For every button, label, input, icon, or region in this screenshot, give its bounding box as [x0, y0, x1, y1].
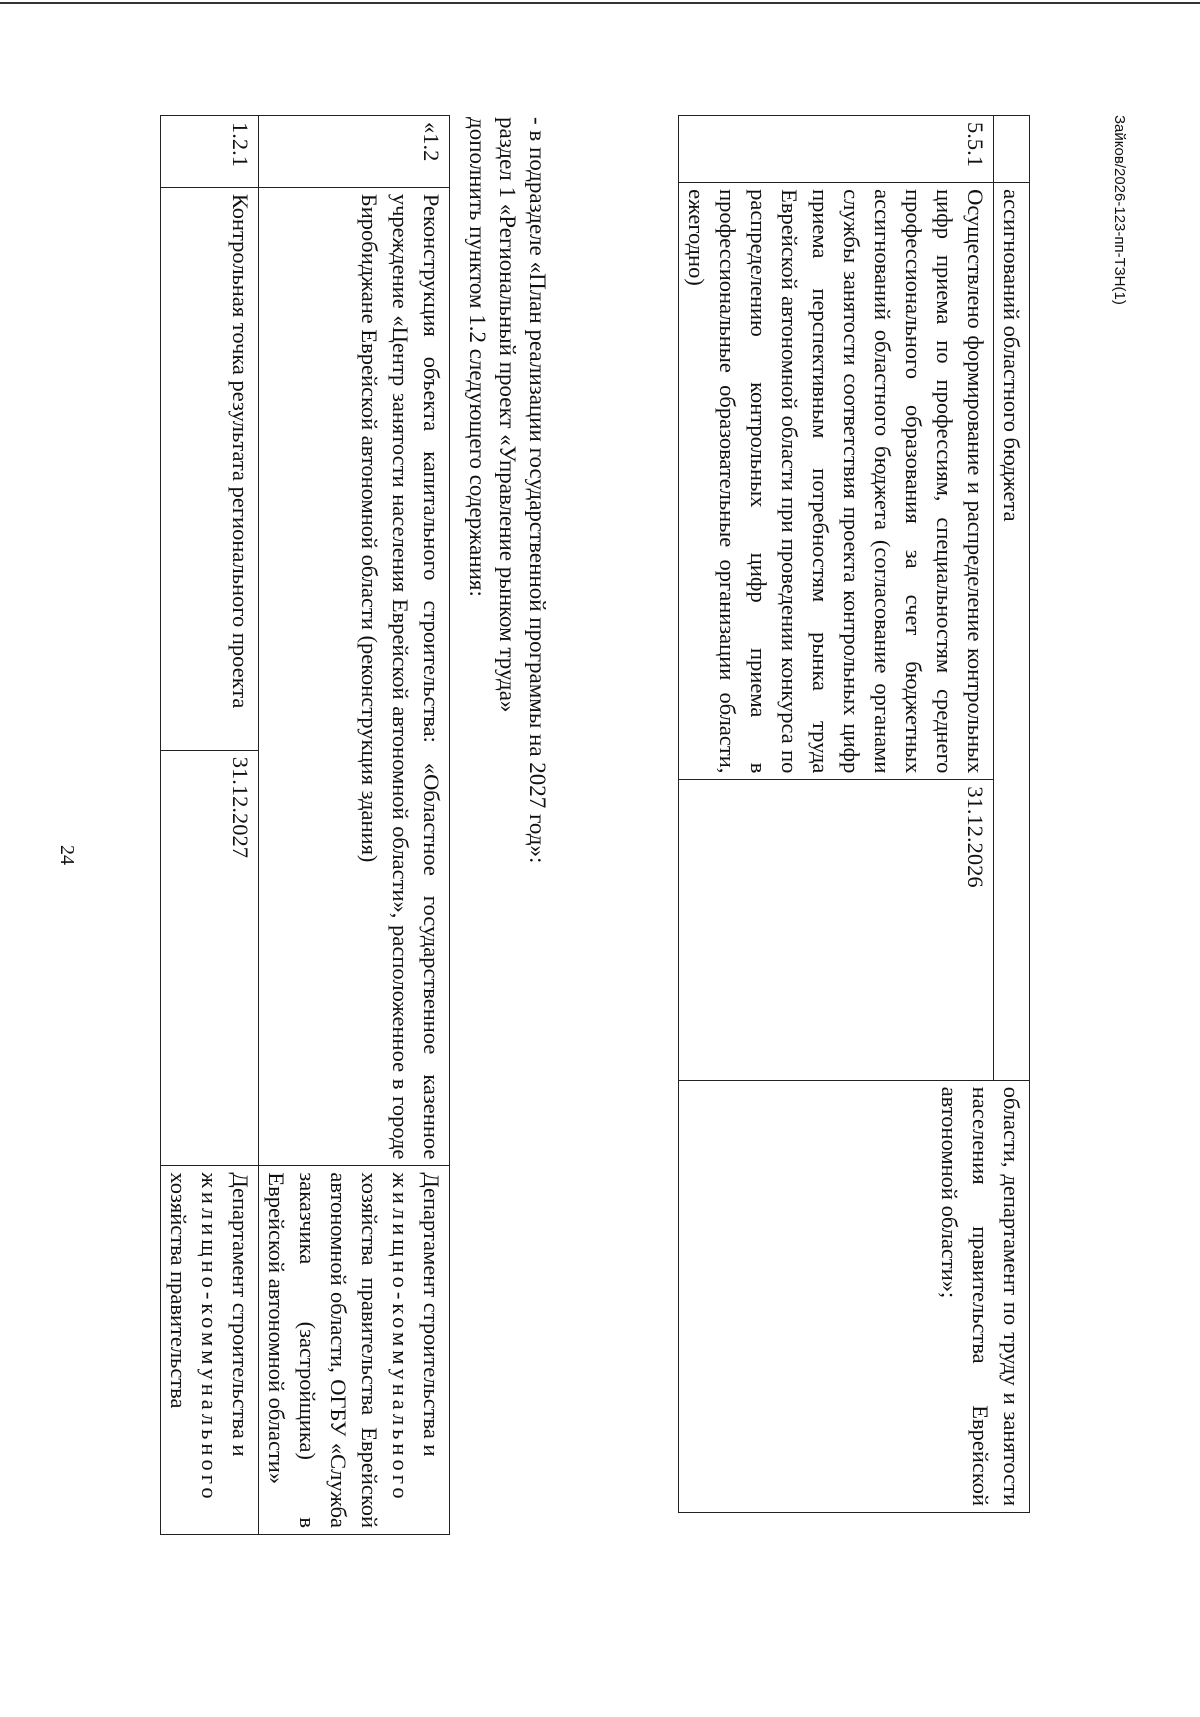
responsible-cell: [161, 1166, 259, 1535]
event-text: Контрольная точка результата регионального проекта: [161, 187, 259, 750]
responsible-line: жилищно-коммунального: [197, 1172, 222, 1503]
deadline-date: 31.12.2026: [679, 780, 994, 1080]
responsible-text: области, департамент по труду и занятости населения правительства Еврейской автономной области»;: [679, 1080, 1030, 1512]
table-row: [994, 116, 1030, 1513]
plan-table-2026: [678, 115, 1030, 1513]
responsible-line: хозяйства правительства Еврейской автономной области, ОГБУ «Служба заказчика (застройщика) в Еврейской автономной области»: [264, 1172, 382, 1528]
responsible-line: жилищно-коммунального: [388, 1172, 413, 1503]
table-row: [259, 116, 450, 1535]
responsible-line: Департамент строительства и: [419, 1172, 444, 1457]
responsible-line: хозяйства правительства: [166, 1172, 191, 1409]
document-code: Зайков/2026-123-пп-ТЗН(1): [1111, 115, 1128, 305]
row-number: 1.2.1: [161, 116, 259, 188]
page-number: 24: [56, 845, 78, 865]
paragraph-line: дополнить пунктом 1.2 следующего содержания:: [465, 117, 490, 597]
event-text: Осуществлено формирование и распределение контрольных цифр приема по профессиям, специальностям среднего профессионального образования за счет бюджетных ассигнований областного бюджета (согласование органами службы занятости соответствия проекта контрольных цифр приема перспективным потребностям рынка труда Еврейской автономной области при проведении конкурса по распределению контрольных цифр приема в профессиональные образовательные организации области, ежегодно): [679, 183, 994, 780]
row-number: «1.2: [259, 116, 450, 188]
table-row: [161, 116, 259, 1535]
rotated-page-content: [130, 115, 1030, 1535]
row-number: [994, 116, 1030, 183]
responsible-cell: [259, 1166, 450, 1535]
top-border: [0, 2, 1200, 4]
event-text: Реконструкция объекта капитального строительства: «Областное государственное казенное учреждение «Центр занятости населения Еврейской автономной области», расположенное в городе Биробиджане Еврейской автономной области (реконструкция здания): [259, 187, 450, 1166]
row-number: 5.5.1: [679, 116, 994, 183]
paragraph-line: - в подразделе «План реализации государственной программы на 2027 год»:: [525, 117, 550, 864]
plan-table-2027: [160, 115, 450, 1535]
paragraph-line: раздел 1 «Региональный проект «Управление рынком труда»: [495, 117, 520, 713]
deadline-date: 31.12.2027: [161, 750, 259, 1166]
responsible-line: Департамент строительства и: [228, 1172, 253, 1457]
event-text: ассигнований областного бюджета: [994, 183, 1030, 1081]
